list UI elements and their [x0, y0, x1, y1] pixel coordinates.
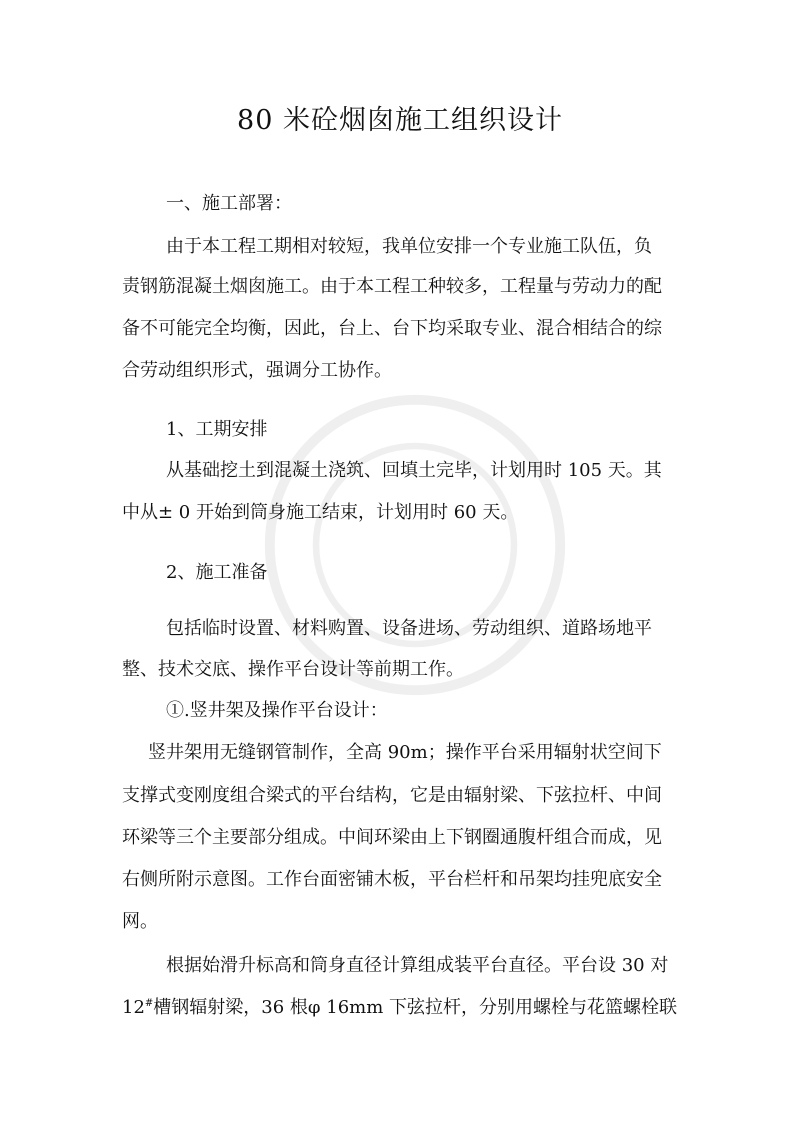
paragraph-line: 中从± 0 开始到筒身施工结束，计划用时 60 天。: [122, 502, 519, 523]
subheading-preparation: 2、施工准备: [166, 562, 268, 583]
number-sign-superscript: #: [144, 998, 154, 1009]
paragraph-line: 备不可能完全均衡，因此，台上、台下均采取专业、混合相结合的综: [122, 318, 662, 339]
paragraph-line: 右侧所附示意图。工作台面密铺木板，平台栏杆和吊架均挂兜底安全: [122, 869, 662, 890]
paragraph-line: 合劳动组织形式，强调分工协作。: [122, 360, 392, 381]
subheading-schedule: 1、工期安排: [166, 419, 268, 440]
document-title: 80 米砼烟囱施工组织设计: [237, 105, 563, 136]
paragraph-line: 由于本工程工期相对较短，我单位安排一个专业施工队伍，负: [166, 236, 652, 257]
paragraph-line: 从基础挖土到混凝土浇筑、回填土完毕，计划用时 105 天。其: [166, 460, 662, 481]
channel-steel-number: 12: [122, 997, 145, 1018]
paragraph-line: 网。: [122, 911, 158, 932]
paragraph-line: 责钢筋混凝土烟囱施工。由于本工程工种较多，工程量与劳动力的配: [122, 276, 662, 297]
paragraph-line: 支撑式变刚度组合梁式的平台结构，它是由辐射梁、下弦拉杆、中间: [122, 785, 662, 806]
paragraph-line: 整、技术交底、操作平台设计等前期工作。: [122, 659, 464, 680]
paragraph-line: 环梁等三个主要部分组成。中间环梁由上下钢圈通腹杆组合而成，见: [122, 827, 662, 848]
paragraph-line: 包括临时设置、材料购置、设备进场、劳动组织、道路场地平: [166, 618, 652, 639]
paragraph-line: 根据始滑升标高和筒身直径计算组成装平台直径。平台设 30 对: [166, 955, 669, 976]
paragraph-line: [122, 996, 677, 1020]
section-heading-deployment: 一、施工部署：: [166, 193, 292, 214]
item-heading-platform-design: ①.竖井架及操作平台设计：: [166, 700, 388, 721]
paragraph-line: 竖井架用无缝钢管制作，全高 90m；操作平台采用辐射状空间下: [148, 742, 662, 763]
paragraph-text: 槽钢辐射梁，36 根φ 16mm 下弦拉杆，分别用螺栓与花篮螺栓联: [153, 997, 678, 1018]
